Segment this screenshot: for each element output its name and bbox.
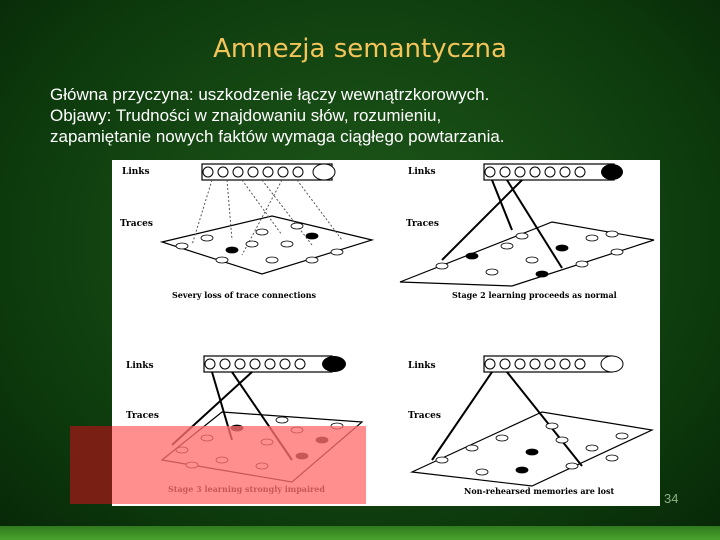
- panel-2-caption: Stage 2 learning proceeds as normal: [452, 290, 617, 300]
- panel-1-trace-blob: [216, 257, 228, 263]
- panel-2-trace-blob: [611, 249, 623, 255]
- slide-footer-bar: [0, 526, 720, 540]
- panel-2-trace-blob: [576, 261, 588, 267]
- panel-3-traces-label: Traces: [126, 411, 159, 421]
- panel-2-trace-blob: [486, 269, 498, 275]
- panel-4-trace-blob: [436, 457, 448, 463]
- panel-1-link-node: [203, 167, 213, 177]
- panel-1-link-node: [278, 167, 288, 177]
- panel-4-trace-blob: [616, 433, 628, 439]
- panel-1-link-node: [263, 167, 273, 177]
- panel-3-link-node: [205, 359, 215, 369]
- panel-2-trace-blob: [501, 243, 513, 249]
- panel-1-link-node: [248, 167, 258, 177]
- panel-3-trace-blob: [276, 417, 288, 423]
- panel-2-trace-blob: [606, 231, 618, 237]
- panel-2-traces-label: Traces: [406, 219, 439, 229]
- panel-4-caption: Non-rehearsed memories are lost: [464, 486, 615, 496]
- panel-2-trace-blob: [526, 257, 538, 263]
- panel-4-link-node: [485, 359, 495, 369]
- panel-1-trace-blob: [246, 241, 258, 247]
- panel-2-link-node: [500, 167, 510, 177]
- panel-4-link-node: [500, 359, 510, 369]
- panel-2-trace-blob: [436, 263, 448, 269]
- panel-3-link-node: [265, 359, 275, 369]
- panel-1-trace-plane: [162, 216, 372, 274]
- panel-1-link-node-end: [313, 164, 335, 180]
- panel-1-link-node: [233, 167, 243, 177]
- panel-4-trace-blob: [466, 445, 478, 451]
- panel-3-link-node-end: [322, 356, 346, 372]
- panel-1-trace-blob: [306, 233, 318, 239]
- panel-4-link-node-end: [601, 356, 623, 372]
- panel-2-link-node: [575, 167, 585, 177]
- panel-4-trace-blob: [546, 423, 558, 429]
- panel-2-link-node: [560, 167, 570, 177]
- panel-1-trace-blob: [256, 229, 268, 235]
- panel-4-links-label: Links: [408, 361, 436, 371]
- panel-4-trace-blob: [606, 455, 618, 461]
- body-line-1: Główna przyczyna: uszkodzenie łączy wewnątrzkorowych.: [50, 85, 490, 104]
- panel-4-trace-blob: [586, 445, 598, 451]
- panel-2-links-label: Links: [408, 167, 436, 177]
- panel-1-caption: Severy loss of trace connections: [172, 290, 317, 300]
- panel-1-links-label: Links: [122, 167, 150, 177]
- panel-4-link-node: [515, 359, 525, 369]
- body-line-3: zapamiętanie nowych faktów wymaga ciągłego powtarzania.: [50, 127, 505, 146]
- panel-4-link-node: [575, 359, 585, 369]
- panel-2-trace-blob: [516, 233, 528, 239]
- panel-4-link-node: [560, 359, 570, 369]
- slide-body: [50, 84, 690, 147]
- highlight-overlay: [70, 426, 366, 504]
- panel-2-trace-blob: [466, 253, 478, 259]
- panel-3-links-label: Links: [126, 361, 154, 371]
- panel-1-trace-blob: [281, 241, 293, 247]
- panel-3-link-node: [235, 359, 245, 369]
- panel-1-trace-blob: [306, 257, 318, 263]
- panel-4-trace-blob: [516, 467, 528, 473]
- panel-1: [120, 164, 372, 300]
- panel-2-link-node: [530, 167, 540, 177]
- panel-3-link-node: [280, 359, 290, 369]
- panel-4-link-node: [530, 359, 540, 369]
- panel-2-trace-blob: [586, 235, 598, 241]
- panel-1-trace-blob: [226, 247, 238, 253]
- panel-2-link-node: [515, 167, 525, 177]
- panel-2-trace-blob: [536, 271, 548, 277]
- panel-1-trace-blob: [291, 223, 303, 229]
- panel-4-trace-blob: [526, 449, 538, 455]
- panel-1-link-node: [218, 167, 228, 177]
- panel-1-trace-blob: [331, 249, 343, 255]
- panel-3-link-node: [220, 359, 230, 369]
- panel-4-trace-blob: [496, 435, 508, 441]
- panel-2-link-node: [545, 167, 555, 177]
- panel-4-trace-blob: [476, 469, 488, 475]
- panel-1-traces-label: Traces: [120, 219, 153, 229]
- panel-4-traces-label: Traces: [408, 411, 441, 421]
- panel-4: [408, 356, 652, 496]
- panel-4-trace-blob: [556, 437, 568, 443]
- panel-1-link-node: [293, 167, 303, 177]
- panel-1-trace-blob: [201, 235, 213, 241]
- panel-2-link-node-end: [601, 164, 623, 180]
- panel-4-trace-blob: [566, 463, 578, 469]
- panel-3-link-node: [295, 359, 305, 369]
- body-line-2: Objawy: Trudności w znajdowaniu słów, rozumieniu,: [50, 106, 442, 125]
- panel-1-trace-blob: [266, 257, 278, 263]
- slide-title: Amnezja semantyczna: [213, 34, 507, 64]
- panel-2-trace-blob: [556, 245, 568, 251]
- highlight-dark-strip: [70, 426, 112, 504]
- panel-1-trace-blob: [176, 243, 188, 249]
- panel-4-link-node: [545, 359, 555, 369]
- panel-3-link-node: [250, 359, 260, 369]
- panel-2-link-node: [485, 167, 495, 177]
- page-number: 34: [664, 491, 679, 506]
